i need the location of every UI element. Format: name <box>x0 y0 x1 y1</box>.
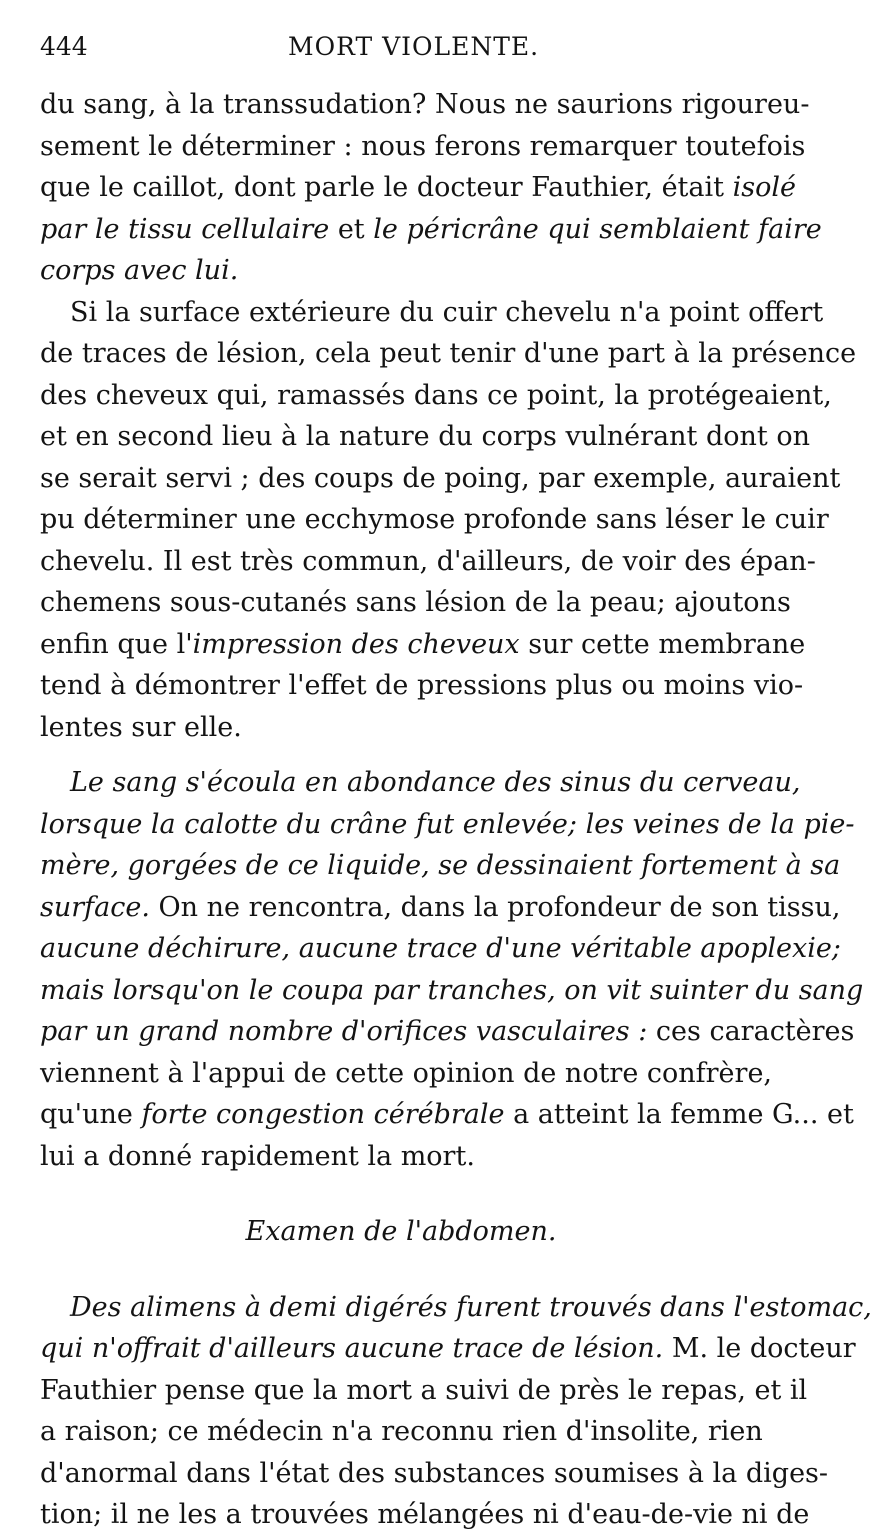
text-span: ces caractères <box>647 1016 855 1047</box>
text-line <box>40 416 810 458</box>
text-span: lentes sur elle. <box>40 711 242 743</box>
text-line <box>40 624 806 666</box>
page-header <box>40 32 762 84</box>
text-line <box>40 1453 829 1495</box>
italic-text: surface. <box>40 891 150 923</box>
text-span: On ne rencontra, dans la profondeur de son tissu, <box>149 891 841 923</box>
paragraph-spacer <box>40 1177 762 1211</box>
text-span: Si la surface extérieure du cuir chevelu n'a point offert <box>70 296 824 328</box>
text-span: a atteint la femme G... et <box>504 1099 854 1130</box>
text-line <box>40 928 841 970</box>
text-span: tion; il ne les a trouvées mélangées ni d'eau-de-vie ni de <box>40 1499 810 1530</box>
italic-text: aucune déchirure, aucune trace d'une véritable apoplexie; <box>40 933 841 964</box>
text-span: M. le docteur <box>663 1333 856 1364</box>
text-line <box>40 333 857 375</box>
text-line <box>40 84 810 126</box>
body-text <box>40 84 872 1536</box>
text-line <box>40 1136 762 1178</box>
text-line <box>40 707 762 749</box>
italic-text: Des alimens à demi digérés furent trouvés dans l'estomac, <box>70 1291 872 1323</box>
text-line <box>40 1411 762 1453</box>
text-line <box>40 1370 808 1412</box>
italic-text: isolé <box>732 172 796 203</box>
page-number: 444 <box>40 32 88 61</box>
text-line <box>40 126 806 168</box>
text-line <box>40 1094 854 1136</box>
text-span: qu'une <box>40 1099 142 1130</box>
text-span: des cheveux qui, ramassés dans ce point, la protégeaient, <box>40 379 832 411</box>
text-span: se serait servi ; des coups de poing, par exemple, auraient <box>40 462 841 494</box>
italic-text: par un grand nombre d'orifices vasculaires : <box>40 1016 648 1047</box>
italic-text: mais lorsqu'on le coupa par tranches, on vit suinter du sang <box>40 974 864 1006</box>
text-span: lui a donné rapidement la mort. <box>40 1140 475 1172</box>
italic-text: Examen de l'abdomen. <box>245 1216 557 1247</box>
italic-text: lorsque la calotte du crâne fut enlevée; les veines de la pie- <box>40 808 855 840</box>
text-line <box>40 541 816 583</box>
text-line <box>40 1287 872 1329</box>
running-title: MORT VIOLENTE. <box>288 32 540 61</box>
text-span: tend à démontrer l'effet de pressions plus ou moins vio- <box>40 670 804 701</box>
text-line <box>40 970 864 1012</box>
section-heading <box>40 1211 762 1253</box>
text-line <box>40 167 796 209</box>
text-line <box>40 804 855 846</box>
text-line <box>40 1494 810 1536</box>
text-span: enfin que l' <box>40 628 193 660</box>
text-span: a raison; ce médecin n'a reconnu rien d'insolite, rien <box>40 1416 763 1447</box>
text-line <box>40 1328 856 1370</box>
text-line <box>40 845 841 887</box>
text-span: viennent à l'appui de cette opinion de notre confrère, <box>40 1057 773 1089</box>
italic-text: forte congestion cérébrale <box>141 1099 505 1130</box>
text-line <box>40 1053 773 1095</box>
text-span: d'anormal dans l'état des substances soumises à la diges- <box>40 1457 829 1489</box>
text-span: du sang, à la transsudation? Nous ne saurions rigoureu- <box>40 89 810 120</box>
text-span: Fauthier pense que la mort a suivi de près le repas, et il <box>40 1374 808 1406</box>
text-span: que le caillot, dont parle le docteur Fauthier, était <box>40 172 733 203</box>
text-line <box>40 665 804 707</box>
text-line <box>40 292 824 334</box>
italic-text: Le sang s'écoula en abondance des sinus du cerveau, <box>70 767 801 798</box>
italic-text: impression des cheveux <box>192 628 520 660</box>
paragraph-spacer <box>40 1253 762 1287</box>
text-line <box>40 209 822 251</box>
text-span: de traces de lésion, cela peut tenir d'une part à la présence <box>40 338 857 369</box>
text-line <box>40 458 841 500</box>
italic-text: le péricrâne qui semblaient faire <box>373 213 822 245</box>
text-line <box>40 250 762 292</box>
text-span: chevelu. Il est très commun, d'ailleurs, de voir des épan- <box>40 545 816 577</box>
book-page <box>40 32 872 1536</box>
text-line <box>40 1011 855 1053</box>
text-line <box>40 499 829 541</box>
paragraph-spacer <box>40 748 762 762</box>
text-span: sur cette membrane <box>519 628 806 660</box>
text-line <box>40 582 791 624</box>
text-line <box>40 375 832 417</box>
text-span: pu déterminer une ecchymose profonde sans léser le cuir <box>40 504 829 535</box>
italic-text: mère, gorgées de ce liquide, se dessinaient fortement à sa <box>40 850 841 881</box>
text-span: sement le déterminer : nous ferons remarquer toutefois <box>40 130 806 162</box>
italic-text: qui n'offrait d'ailleurs aucune trace de lésion. <box>40 1333 664 1364</box>
italic-text: corps avec lui. <box>40 255 239 286</box>
italic-text: par le tissu cellulaire <box>40 213 330 245</box>
text-line <box>40 762 801 804</box>
text-span: et en second lieu à la nature du corps vulnérant dont on <box>40 421 810 452</box>
text-line <box>40 887 841 929</box>
text-span: et <box>329 213 374 245</box>
text-span: chemens sous-cutanés sans lésion de la peau; ajoutons <box>40 587 791 618</box>
